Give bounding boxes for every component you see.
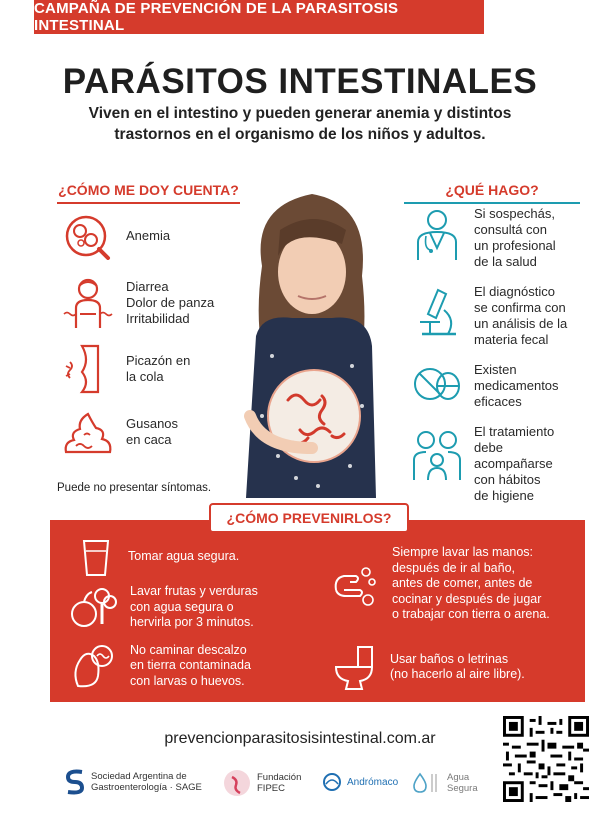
logo-sage	[64, 768, 202, 796]
page-subtitle	[60, 103, 540, 145]
symptom-line: Anemia	[126, 228, 171, 243]
action-line: medicamentos	[474, 378, 559, 393]
andromaco-logo-icon	[322, 772, 342, 792]
action-text	[474, 206, 556, 270]
symptom-line: Gusanos	[126, 416, 179, 431]
prevention-item	[70, 642, 251, 690]
prevention-line: Usar baños o letrinas	[390, 651, 509, 666]
symptom-text	[126, 279, 214, 327]
logo-line: Segura	[447, 783, 478, 794]
prevention-item	[68, 584, 258, 631]
action-line: de la salud	[474, 254, 537, 269]
prevention-line: hervirla por 3 minutos.	[130, 615, 254, 629]
symptom-text	[126, 228, 170, 244]
action-line: eficaces	[474, 394, 522, 409]
qr-code-icon	[503, 716, 589, 802]
action-line: de higiene	[474, 488, 534, 503]
action-item	[412, 362, 559, 410]
action-line: El diagnóstico	[474, 284, 555, 299]
subtitle-line: trastornos en el organismo de los niños y adultos.	[114, 126, 486, 143]
campaign-banner: CAMPAÑA DE PREVENCIÓN DE LA PARASITOSIS INTESTINAL	[34, 0, 484, 34]
action-line: Si sospechás,	[474, 206, 555, 221]
logo-andromaco	[322, 772, 398, 792]
prevention-line: con larvas o huevos.	[130, 673, 245, 688]
symptom-item	[62, 276, 214, 330]
prevention-line: Lavar frutas y verduras	[130, 584, 258, 598]
foot-larvae-icon	[70, 642, 116, 690]
prevention-text	[130, 643, 251, 690]
prevention-item	[78, 537, 239, 577]
microscope-icon	[412, 284, 462, 340]
fipec-logo-icon	[222, 768, 252, 798]
symptom-line: Dolor de panza	[126, 295, 215, 310]
symptom-line: Diarrea	[126, 279, 169, 294]
action-item	[412, 424, 554, 504]
symptom-line: Picazón en	[126, 353, 191, 368]
prevention-line: o trabajar con tierra o arena.	[392, 607, 550, 621]
symptom-line: la cola	[126, 369, 164, 384]
stool-worms-icon	[62, 408, 114, 456]
action-line: se confirma con	[474, 300, 566, 315]
action-line: debe	[474, 440, 503, 455]
prevention-line: (no hacerlo al aire libre).	[390, 667, 525, 681]
symptom-text	[126, 416, 178, 448]
action-line: materia fecal	[474, 332, 549, 347]
symptoms-heading: ¿CÓMO ME DOY CUENTA?	[57, 182, 240, 204]
action-text	[474, 362, 559, 410]
prevention-line: Siempre lavar las manos:	[392, 545, 534, 559]
action-text	[474, 284, 567, 348]
logo-line: Agua	[447, 772, 470, 783]
water-drop-logo-icon	[412, 772, 442, 794]
fruits-vegetables-icon	[68, 584, 118, 630]
prevention-text	[392, 545, 550, 623]
symptom-item	[62, 342, 190, 396]
action-item	[412, 206, 556, 270]
logo-line: Andrómaco	[347, 776, 399, 788]
prevention-line: en tierra contaminada	[130, 658, 251, 673]
campaign-url[interactable]: prevencionparasitosisintestinal.com.ar	[164, 730, 436, 747]
symptom-item	[62, 212, 170, 260]
action-item	[412, 284, 567, 348]
symptom-line: en caca	[126, 432, 172, 447]
prevention-text	[390, 652, 525, 683]
sage-logo-icon	[64, 768, 86, 796]
prevention-line: Tomar agua segura.	[128, 549, 240, 564]
action-line: consultá con	[474, 222, 547, 237]
toilet-icon	[332, 643, 376, 691]
logo-agua-segura	[412, 772, 478, 794]
girl-illustration	[222, 186, 400, 498]
blood-cells-icon	[62, 212, 114, 260]
action-line: un profesional	[474, 238, 556, 253]
logo-line: FIPEC	[257, 783, 285, 794]
doctor-icon	[412, 206, 462, 262]
hand-washing-icon	[330, 560, 378, 608]
actions-heading: ¿QUÉ HAGO?	[404, 182, 580, 204]
prevention-line: cocinar y después de jugar	[392, 591, 542, 606]
pills-icon	[412, 362, 462, 406]
prevention-item	[332, 643, 525, 691]
logo-text	[447, 772, 478, 794]
subtitle-line: Viven en el intestino y pueden generar anemia y distintos	[88, 105, 512, 122]
action-line: Existen	[474, 362, 517, 377]
logo-line: Sociedad Argentina de	[91, 771, 187, 782]
prevention-line: No caminar descalzo	[130, 642, 247, 657]
prevention-heading: ¿CÓMO PREVENIRLOS?	[209, 503, 409, 533]
itching-icon	[62, 342, 114, 396]
logo-text	[91, 771, 202, 793]
prevention-item	[330, 545, 550, 623]
prevention-text	[130, 584, 258, 631]
prevention-line: con agua segura o	[130, 599, 234, 614]
action-line: con hábitos	[474, 472, 541, 487]
symptom-text	[126, 353, 190, 385]
prevention-line: antes de comer, antes de	[392, 576, 533, 590]
action-text	[474, 424, 554, 504]
logo-fipec	[222, 768, 301, 798]
child-stomach-ache-icon	[62, 276, 114, 330]
logo-line: Gastroenterología · SAGE	[91, 782, 202, 793]
logo-text	[257, 772, 301, 794]
symptom-line: Irritabilidad	[126, 311, 190, 326]
symptom-item	[62, 408, 178, 456]
symptoms-note: Puede no presentar síntomas.	[57, 482, 212, 494]
prevention-line: después de ir al baño,	[392, 560, 516, 575]
water-glass-icon	[78, 537, 114, 577]
page-title: PARÁSITOS INTESTINALES	[62, 62, 538, 101]
action-line: El tratamiento	[474, 424, 555, 439]
family-icon	[412, 424, 462, 482]
action-line: un análisis de la	[474, 316, 568, 331]
logo-line: Fundación	[257, 772, 302, 783]
prevention-text	[128, 549, 239, 565]
action-line: acompañarse	[474, 456, 553, 471]
